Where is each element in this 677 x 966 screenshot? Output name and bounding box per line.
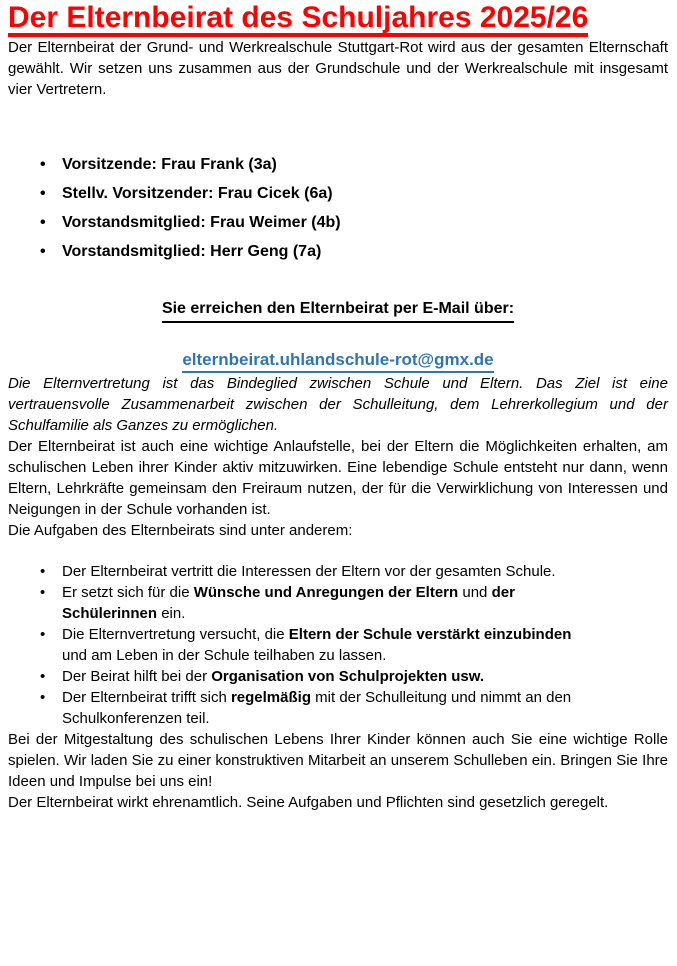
tasks-intro: Die Aufgaben des Elternbeirats sind unter anderem:	[8, 522, 353, 539]
task-text-segment-bold: der	[491, 584, 515, 601]
page-title	[8, 1, 668, 37]
contact-heading	[8, 298, 668, 323]
intro-paragraph: Der Elternbeirat der Grund- und Werkrealschule Stuttgart-Rot wird aus der gesamten Elternschaft gewählt. Wir setzen uns zusammen aus der Grundschule und der Werkrealschule mit insgesamt vier Vertretern.	[8, 39, 668, 98]
closing-paragraph-1: Bei der Mitgestaltung des schulischen Lebens Ihrer Kinder können auch Sie eine wichtige Rolle spielen. Wir laden Sie zu einer konstruktiven Mitarbeit an unserem Schulleben ein. Bringen Sie Ihre Ideen und Impulse bei uns ein!	[8, 731, 668, 790]
task-text-segment: Schulkonferenzen teil.	[62, 710, 210, 727]
email-line	[8, 349, 668, 373]
tasks-list-item	[40, 687, 668, 729]
board-member-label: Vorsitzende: Frau Frank (3a)	[62, 156, 277, 173]
task-text-segment: Der Beirat hilft bei der	[62, 668, 212, 685]
task-text-segment: Der Elternbeirat vertritt die Interessen der Eltern vor der gesamten Schule.	[62, 563, 556, 580]
board-list-item	[40, 150, 668, 179]
board-list-item	[40, 179, 668, 208]
task-text-segment: Die Elternvertretung versucht, die	[62, 626, 289, 643]
tasks-list-item	[40, 561, 668, 582]
task-text-segment-bold: Wünsche und Anregungen der Eltern	[193, 584, 459, 601]
task-text-segment-bold: regelmäßig	[230, 689, 311, 706]
tasks-list-item	[40, 666, 668, 687]
board-list	[40, 150, 668, 266]
task-text-segment-bold: Organisation von Schulprojekten usw.	[211, 668, 485, 685]
task-text-segment-bold: Eltern der Schule verstärkt einzubinden	[288, 626, 572, 643]
email-link[interactable]: elternbeirat.uhlandschule-rot@gmx.de	[182, 349, 493, 373]
board-list-item	[40, 208, 668, 237]
board-member-label: Vorstandsmitglied: Herr Geng (7a)	[62, 243, 322, 260]
tasks-list-item	[40, 624, 668, 666]
board-member-label: Stellv. Vorsitzender: Frau Cicek (6a)	[62, 185, 333, 202]
task-text-segment: Er setzt sich für die	[62, 584, 194, 601]
task-text-segment: mit der Schulleitung und nimmt an den	[310, 689, 572, 706]
tasks-list-item	[40, 582, 668, 624]
closing-paragraph-2: Der Elternbeirat wirkt ehrenamtlich. Seine Aufgaben und Pflichten sind gesetzlich geregelt.	[8, 794, 609, 811]
board-member-label: Vorstandsmitglied: Frau Weimer (4b)	[62, 214, 341, 231]
task-text-segment: ein.	[157, 605, 186, 622]
role-paragraph: Der Elternbeirat ist auch eine wichtige Anlaufstelle, bei der Eltern die Möglichkeiten erhalten, am schulischen Leben ihrer Kinder aktiv mitzuwirken. Eine lebendige Schule entsteht nur dann, wenn Eltern, Lehrkräfte gemeinsam den Freiraum nutzen, der für die Verwirklichung von Interessen und Neigungen in der Schule vorhanden ist.	[8, 438, 668, 518]
task-text-segment-bold: Schülerinnen	[62, 605, 158, 622]
tasks-list	[40, 561, 668, 729]
task-text-segment: und am Leben in der Schule teilhaben zu lassen.	[62, 647, 387, 664]
task-text-segment: Der Elternbeirat trifft sich	[62, 689, 231, 706]
contact-heading-text: Sie erreichen den Elternbeirat per E-Mail über:	[162, 298, 514, 323]
board-list-item	[40, 237, 668, 266]
task-text-segment: und	[458, 584, 492, 601]
page-title-text: Der Elternbeirat des Schuljahres 2025/26	[8, 5, 588, 37]
mission-paragraph: Die Elternvertretung ist das Bindeglied zwischen Schule und Eltern. Das Ziel ist eine vertrauensvolle Zusammenarbeit zwischen der Schulleitung, dem Lehrerkollegium und der Schulfamilie als Ganzes zu ermöglichen.	[8, 375, 668, 434]
